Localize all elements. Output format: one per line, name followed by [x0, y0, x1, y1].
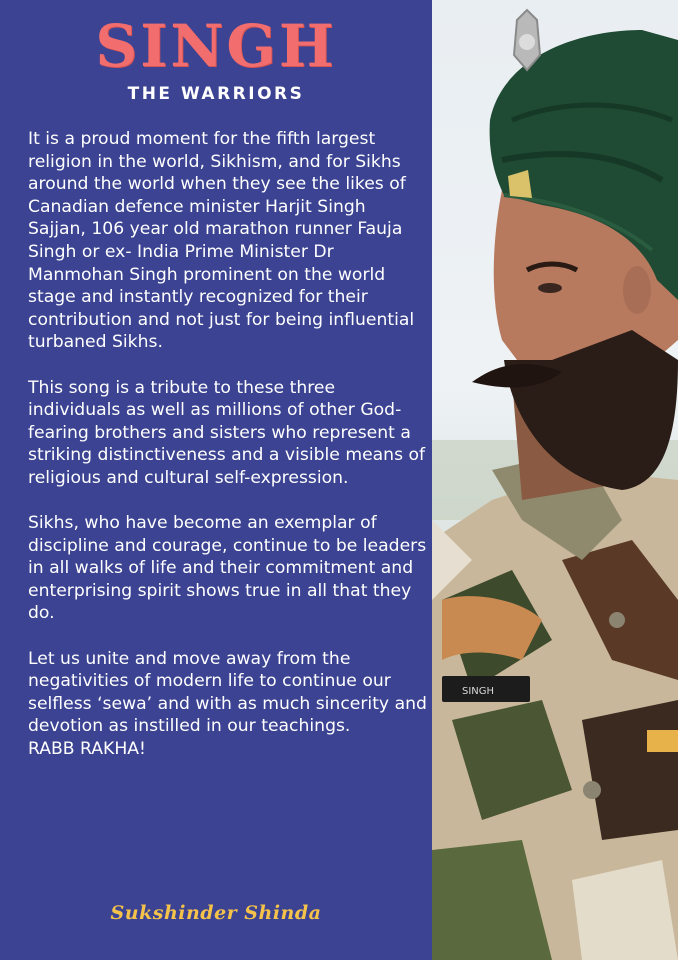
paragraph-4: Let us unite and move away from the negativities of modern life to continue our selfless ‘sewa’ and with as much sincerity and devotion as instilled in our teachings. — [28, 648, 427, 737]
paragraph-1: It is a proud moment for the fifth largest religion in the world, Sikhism, and for Sikhs around the world when they see the likes of Canadian defence minister Harjit Singh Sajjan, 106 year old marathon runner Fauja Singh or ex- India Prime Minister Dr Manmohan Singh prominent on the world stage and instantly recognized for their contribution and not just for being influential turbaned Sikhs. — [28, 129, 415, 353]
closing-line: RABB RAKHA! — [28, 739, 146, 760]
soldier-portrait — [432, 0, 678, 960]
name-tag: SINGH — [462, 686, 495, 697]
page-title: SINGH — [95, 12, 337, 80]
article-body — [28, 128, 428, 783]
signature: Sukshinder Shinda — [110, 902, 322, 924]
soldier-portrait-illustration — [432, 0, 678, 960]
paragraph-2: This song is a tribute to these three individuals as well as millions of other God-fearing brothers and sisters who represent a striking distinctiveness and a visible means of religious and cultural self-expression. — [28, 377, 426, 488]
paragraph-3: Sikhs, who have become an exemplar of discipline and courage, continue to be leaders in all walks of life and their commitment and enterprising spirit shows true in all that they do. — [28, 513, 427, 624]
page-subtitle: THE WARRIORS — [127, 84, 305, 104]
